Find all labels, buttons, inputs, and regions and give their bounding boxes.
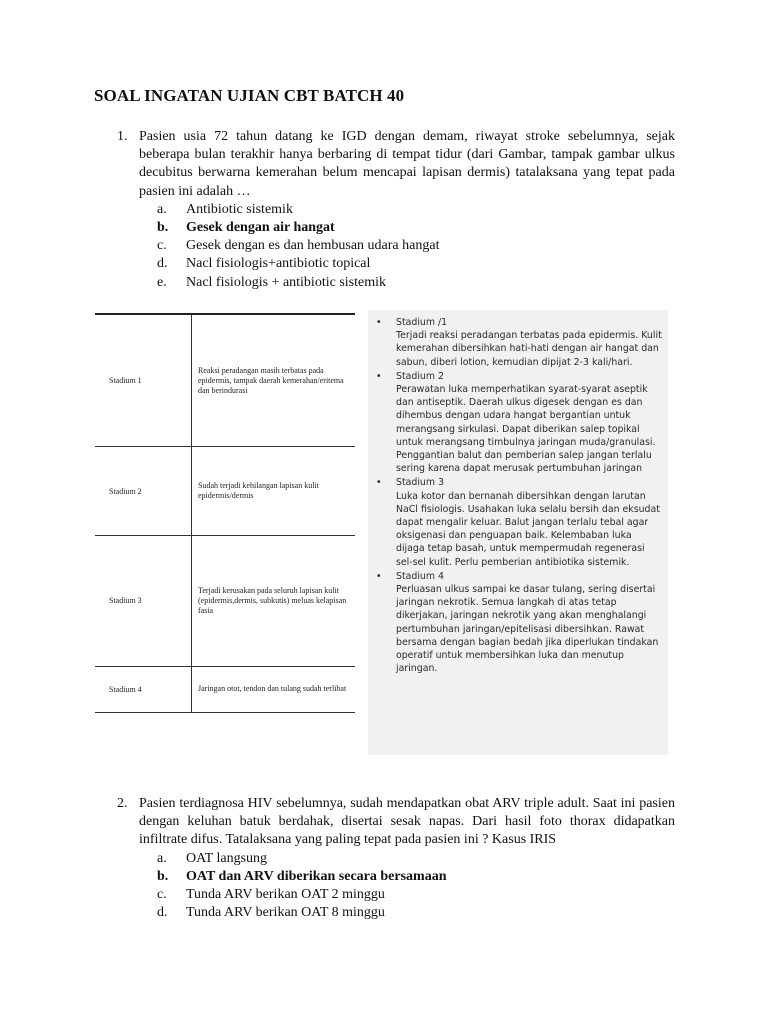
option-d xyxy=(157,904,675,922)
note-item-stadium-3 xyxy=(368,476,662,568)
option-text: Nacl fisiologis + antibiotic sistemik xyxy=(186,274,386,290)
option-letter: a. xyxy=(157,201,167,217)
note-heading: Stadium /1 xyxy=(396,317,448,328)
stadium-name: Stadium 1 xyxy=(95,314,192,447)
question-number: 2. xyxy=(117,796,128,811)
option-letter: d. xyxy=(157,905,168,921)
option-text: Tunda ARV berikan OAT 8 minggu xyxy=(186,905,385,921)
note-heading: Stadium 3 xyxy=(396,477,444,489)
option-text: OAT dan ARV diberikan secara bersamaan xyxy=(186,868,447,884)
option-letter: b. xyxy=(157,868,169,884)
note-text: Terjadi reaksi peradangan terbatas pada epidermis. Kulit kemerahan dibersihkan hati-hati dengan air hangat dan sabun, diberi lotion, kemudian dipijat 2-3 kali/hari. xyxy=(396,330,662,368)
bullet-icon: • xyxy=(376,317,382,328)
option-text: Nacl fisiologis+antibiotic topical xyxy=(186,256,371,272)
table-row xyxy=(95,666,355,712)
option-letter: c. xyxy=(157,887,167,903)
table-row xyxy=(95,535,355,666)
note-text: Perawatan luka memperhatikan syarat-syarat aseptik dan antiseptik. Daerah ulkus digesek dengan es dan dihembus dengan udara hangat bergantian untuk merangsang sirkulasi. Dapat diberikan salep topikal untuk merangsang timbulnya jaringan muda/granulasi. Penggantian balut dan pemberian salep jangan terlalu sering karena dapat merusak pertumbuhan jaringan xyxy=(396,384,656,475)
bullet-icon: • xyxy=(376,477,382,489)
option-letter: d. xyxy=(157,256,168,272)
note-text: Perluasan ulkus sampai ke dasar tulang, sering disertai jaringan nekrotik. Semua langkah di atas tetap dikerjakan, jaringan nekrotik yang akan menghalangi pertumbuhan jaringan/epitelisasi dibersihkan. Rawat bersama dengan bagian bedah jika diperlukan tindakan operatif untuk membersihkan luka dan menutup jaringan. xyxy=(396,584,659,675)
stadium-description: Reaksi peradangan masih terbatas pada epidermis, tampak daerah kemerahan/eritema dan berindurasi xyxy=(192,314,356,447)
note-text: Luka kotor dan bernanah dibersihkan dengan larutan NaCl fisiologis. Usahakan luka selalu bersih dan eksudat dapat mengalir keluar. Balut jangan terlalu tebal agar oksigenasi dan penguapan baik. Kelembaban luka dijaga tetap basah, untuk mempermudah regenerasi sel-sel kulit. Perlu pemberian antibiotika sistemik. xyxy=(396,490,660,568)
option-letter: c. xyxy=(157,238,167,254)
option-text: Antibiotic sistemik xyxy=(186,201,293,217)
stadium-notes-image xyxy=(368,310,668,755)
bullet-icon: • xyxy=(376,570,382,582)
question-2 xyxy=(117,795,675,922)
option-b-correct xyxy=(157,868,675,886)
question-text: Pasien usia 72 tahun datang ke IGD dengan demam, riwayat stroke sebelumnya, sejak beberapa bulan terakhir hanya berbaring di tempat tidur (dari Gambar, tampak gambar ulkus decubitus berwarna kemerahan belum mencapai lapisan dermis) tatalaksana yang tepat pada pasien ini adalah … xyxy=(139,129,675,199)
option-c xyxy=(157,886,675,904)
option-c xyxy=(157,237,675,255)
question-number: 1. xyxy=(117,129,128,144)
answer-options xyxy=(157,850,675,923)
option-text: Tunda ARV berikan OAT 2 minggu xyxy=(186,887,385,903)
note-item-stadium-2 xyxy=(368,370,662,476)
answer-options xyxy=(157,201,675,292)
note-item-stadium-1 xyxy=(368,316,662,369)
option-letter: e. xyxy=(157,274,167,290)
table-row xyxy=(95,447,355,536)
option-a xyxy=(157,201,675,219)
option-text: Gesek dengan es dan hembusan udara hangat xyxy=(186,238,440,254)
stadium-name: Stadium 4 xyxy=(95,666,192,712)
stadium-description: Sudah terjadi kehilangan lapisan kulit epidermis/dermis xyxy=(192,447,356,536)
stadium-name: Stadium 2 xyxy=(95,447,192,536)
option-letter: a. xyxy=(157,850,167,866)
option-text: Gesek dengan air hangat xyxy=(186,220,335,236)
option-b-correct xyxy=(157,219,675,237)
note-item-stadium-4 xyxy=(368,570,662,676)
option-text: OAT langsung xyxy=(186,850,268,866)
note-heading: Stadium 2 xyxy=(396,370,444,382)
stadium-name: Stadium 3 xyxy=(95,535,192,666)
stadium-table xyxy=(95,313,355,713)
note-heading: Stadium 4 xyxy=(396,570,444,582)
option-d xyxy=(157,255,675,273)
stadium-table-image xyxy=(95,313,355,713)
option-letter: b. xyxy=(157,220,169,236)
question-text: Pasien terdiagnosa HIV sebelumnya, sudah mendapatkan obat ARV triple adult. Saat ini pasien dengan keluhan batuk berdahak, disertai sesak napas. Dari hasil foto thorax didapatkan infiltrate difus. Tatalaksana yang paling tepat pada pasien ini ? Kasus IRIS xyxy=(139,796,675,848)
bullet-icon: • xyxy=(376,370,382,382)
page-title: SOAL INGATAN UJIAN CBT BATCH 40 xyxy=(94,86,405,105)
option-a xyxy=(157,850,675,868)
stadium-description: Terjadi kerusakan pada seluruh lapisan kulit (epidermis,dermis, subkutis) meluas kelapisan fasia xyxy=(192,535,356,666)
table-row xyxy=(95,314,355,447)
stadium-description: Jaringan otot, tendon dan tulang sudah terlibat xyxy=(192,666,356,712)
question-1 xyxy=(117,128,675,292)
option-e xyxy=(157,274,675,292)
